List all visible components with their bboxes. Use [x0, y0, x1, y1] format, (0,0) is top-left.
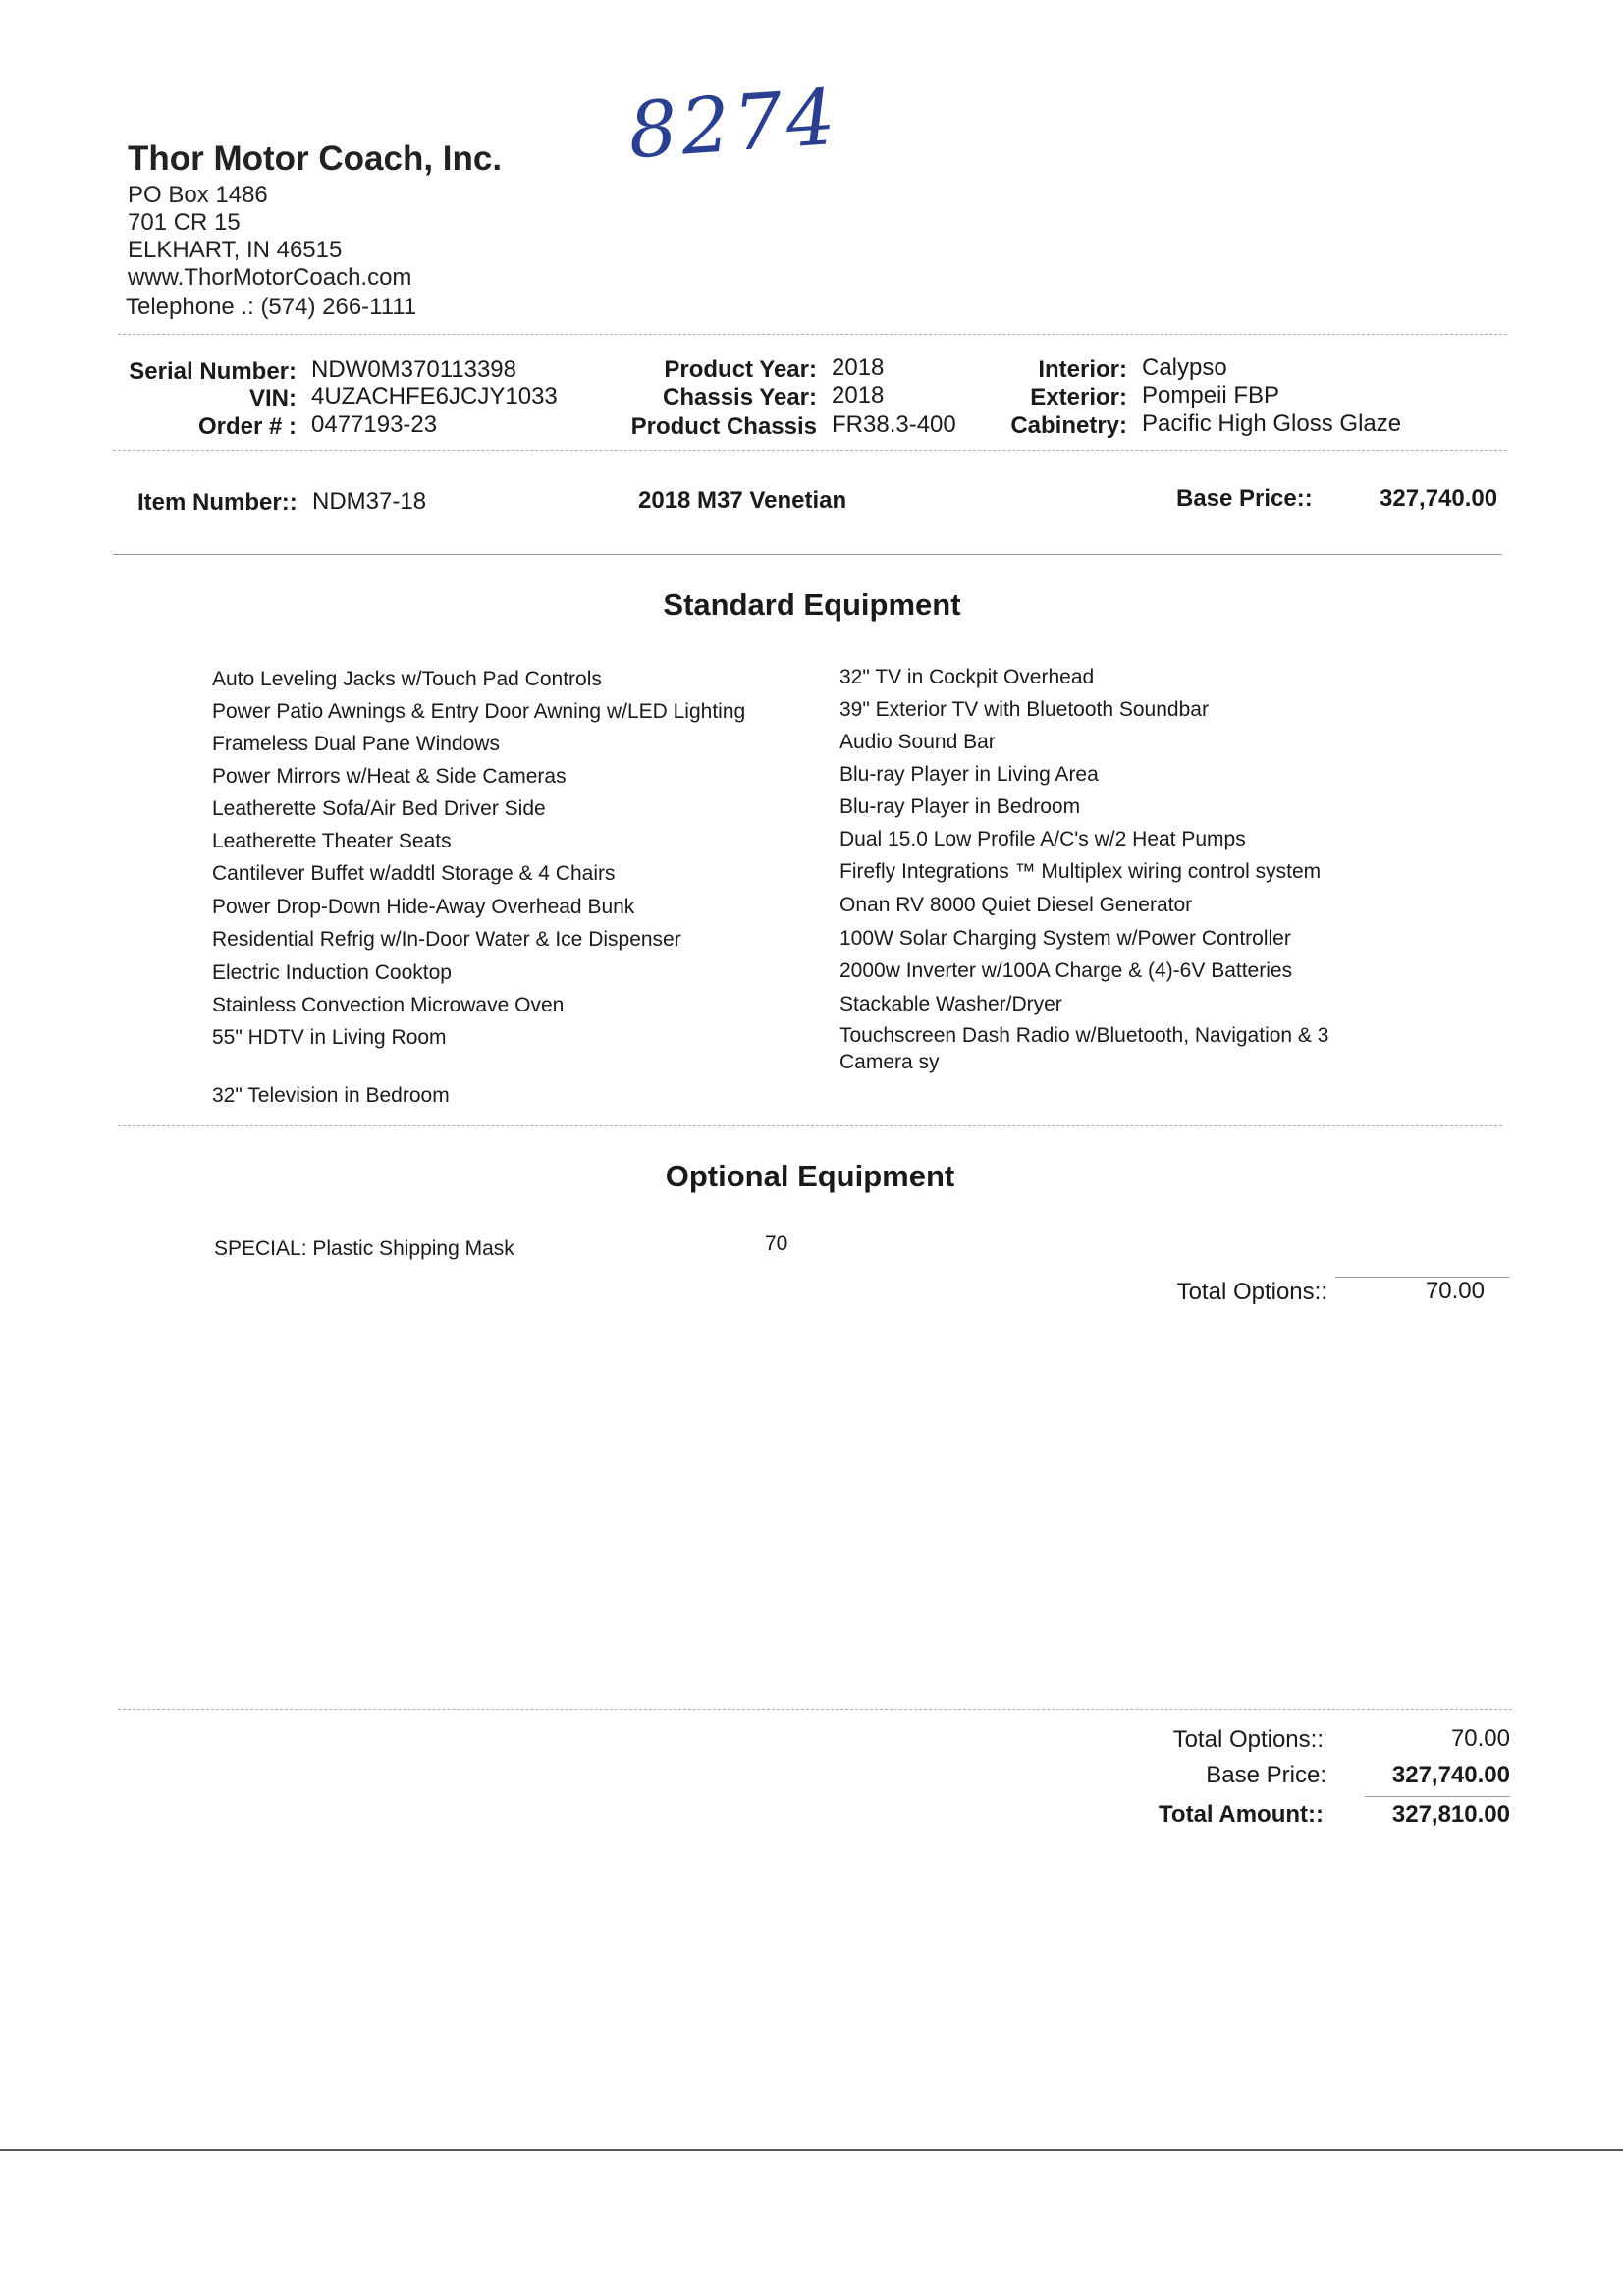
- list-item: Cantilever Buffet w/addtl Storage & 4 Chairs: [212, 862, 616, 885]
- address-line-3: ELKHART, IN 46515: [128, 237, 343, 263]
- optional-item-label: SPECIAL: Plastic Shipping Mask: [214, 1237, 514, 1260]
- serial-number-label: Serial Number:: [129, 358, 297, 385]
- company-name: Thor Motor Coach, Inc.: [128, 139, 503, 178]
- exterior-value: Pompeii FBP: [1142, 382, 1280, 409]
- item-number-label: Item Number::: [137, 489, 298, 516]
- divider: [1365, 1796, 1510, 1797]
- list-item: Touchscreen Dash Radio w/Bluetooth, Navigation & 3 Camera sy: [839, 1024, 1329, 1073]
- list-item: Stainless Convection Microwave Oven: [212, 994, 565, 1016]
- list-item: Stackable Washer/Dryer: [839, 993, 1062, 1015]
- vin-label: VIN:: [249, 385, 297, 411]
- divider: [118, 1709, 1512, 1710]
- summary-base-price-label: Base Price:: [1206, 1762, 1326, 1788]
- list-item: 2000w Inverter w/100A Charge & (4)-6V Batteries: [839, 959, 1293, 982]
- summary-base-price-value: 327,740.00: [1391, 1762, 1510, 1788]
- cabinetry-label: Cabinetry:: [1010, 412, 1127, 439]
- optional-equipment-title: Optional Equipment: [665, 1159, 955, 1193]
- chassis-year-label: Chassis Year:: [663, 384, 817, 410]
- company-website: www.ThorMotorCoach.com: [128, 264, 412, 291]
- company-telephone: Telephone .: (574) 266-1111: [126, 294, 417, 320]
- serial-number-value: NDW0M370113398: [311, 356, 517, 383]
- list-item: Leatherette Sofa/Air Bed Driver Side: [212, 797, 546, 820]
- product-year-label: Product Year:: [664, 356, 817, 383]
- list-item: Blu-ray Player in Bedroom: [839, 795, 1081, 818]
- divider: [118, 334, 1507, 335]
- optional-item-value: 70: [765, 1232, 788, 1255]
- list-item: 100W Solar Charging System w/Power Controller: [839, 927, 1291, 950]
- list-item: Leatherette Theater Seats: [212, 830, 452, 852]
- product-chassis-label: Product Chassis: [630, 413, 817, 440]
- standard-equipment-title: Standard Equipment: [663, 587, 961, 622]
- chassis-year-value: 2018: [832, 382, 885, 409]
- list-item: Electric Induction Cooktop: [212, 961, 452, 984]
- list-item: Onan RV 8000 Quiet Diesel Generator: [839, 894, 1193, 916]
- list-item: Dual 15.0 Low Profile A/C's w/2 Heat Pumps: [839, 828, 1246, 850]
- order-number-label: Order # :: [197, 413, 297, 440]
- list-item: Audio Sound Bar: [839, 731, 996, 753]
- total-amount-value: 327,810.00: [1391, 1801, 1510, 1828]
- list-item: Power Mirrors w/Heat & Side Cameras: [212, 765, 567, 788]
- exterior-label: Exterior:: [1030, 384, 1127, 410]
- model-name: 2018 M37 Venetian: [638, 487, 847, 514]
- handwritten-note: 8274: [625, 73, 842, 177]
- product-chassis-value: FR38.3-400: [832, 411, 956, 438]
- base-price-value: 327,740.00: [1380, 485, 1498, 512]
- interior-label: Interior:: [1038, 356, 1127, 383]
- list-item: Frameless Dual Pane Windows: [212, 733, 500, 755]
- order-number-value: 0477193-23: [311, 411, 438, 438]
- product-year-value: 2018: [832, 355, 885, 381]
- list-item: Power Drop-Down Hide-Away Overhead Bunk: [212, 896, 635, 918]
- list-item: Blu-ray Player in Living Area: [839, 763, 1099, 786]
- summary-total-options-value: 70.00: [1450, 1725, 1510, 1752]
- summary-total-options-label: Total Options::: [1172, 1726, 1324, 1753]
- vin-value: 4UZACHFE6JCJY1033: [311, 383, 558, 410]
- divider: [113, 554, 1502, 555]
- base-price-label: Base Price::: [1176, 485, 1313, 512]
- list-item: Power Patio Awnings & Entry Door Awning w/LED Lighting: [212, 700, 746, 723]
- item-number-value: NDM37-18: [312, 488, 427, 515]
- list-item: Auto Leveling Jacks w/Touch Pad Controls: [212, 668, 602, 690]
- list-item: Residential Refrig w/In-Door Water & Ice Dispenser: [212, 928, 681, 951]
- cabinetry-value: Pacific High Gloss Glaze: [1142, 410, 1402, 437]
- address-line-2: 701 CR 15: [128, 209, 241, 236]
- options-total-label: Total Options::: [1176, 1279, 1327, 1305]
- divider: [118, 1125, 1502, 1126]
- interior-value: Calypso: [1142, 355, 1227, 381]
- divider: [113, 450, 1507, 451]
- list-item: 55" HDTV in Living Room: [212, 1026, 447, 1049]
- list-item: Firefly Integrations ™ Multiplex wiring control system: [839, 860, 1322, 883]
- address-line-1: PO Box 1486: [128, 182, 268, 208]
- list-item: 39" Exterior TV with Bluetooth Soundbar: [839, 698, 1209, 721]
- list-item: 32" TV in Cockpit Overhead: [839, 666, 1095, 688]
- list-item: 32" Television in Bedroom: [212, 1084, 450, 1107]
- options-total-value: 70.00: [1425, 1278, 1485, 1304]
- page-bottom-line: [0, 2149, 1623, 2151]
- total-amount-label: Total Amount::: [1159, 1801, 1324, 1828]
